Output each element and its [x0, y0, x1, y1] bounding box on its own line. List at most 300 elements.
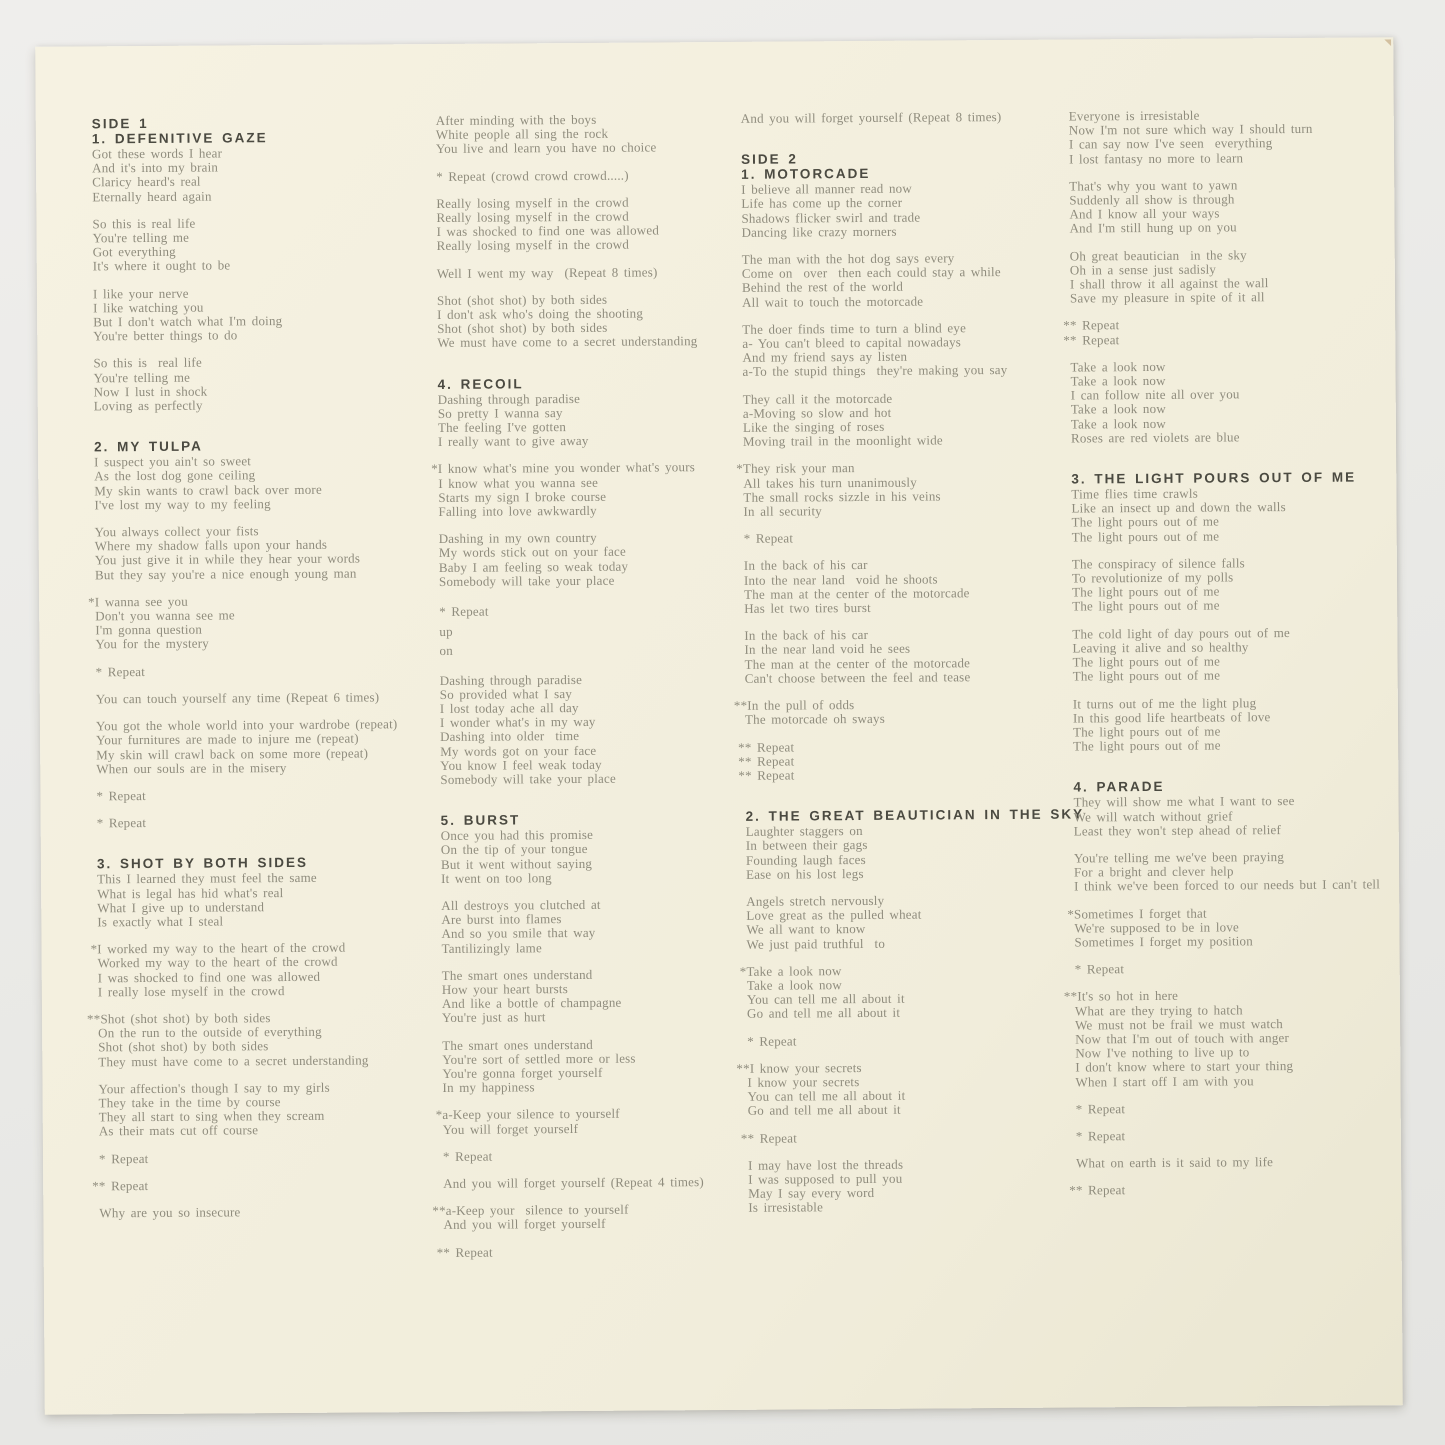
lyric-line: Ease on his lost legs	[745, 865, 864, 882]
lyric-line: Got everything	[92, 243, 176, 260]
lyric-line: Loving as perfectly	[93, 397, 203, 414]
lyric-line: But I don't watch what I'm doing	[93, 313, 283, 330]
song-heading-line: 1. DEFENITIVE GAZE	[91, 130, 268, 147]
lyric-line: ** Repeat	[738, 767, 795, 783]
stanza	[432, 1201, 748, 1233]
stanza	[1074, 849, 1419, 894]
lyric-line: I can follow nite all over you	[1070, 386, 1240, 403]
lyric-line: Has let two tires burst	[744, 600, 871, 616]
lyric-line: Really losing myself in the crowd	[436, 194, 629, 211]
stanza	[741, 181, 1071, 240]
lyric-line: As the lost dog gone ceiling	[94, 467, 256, 484]
song-heading	[1071, 469, 1416, 486]
lyric-line: ** Repeat	[92, 1177, 149, 1194]
lyric-line: Like the singing of roses	[742, 418, 885, 435]
lyric-line: What I give up to understand	[97, 898, 265, 916]
stanza	[441, 827, 746, 886]
song-heading-line: 2. THE GREAT BEAUTICIAN IN THE SKY	[745, 806, 1085, 824]
lyric-line: Take a look now	[1070, 372, 1166, 389]
lyric-line: Shot (shot shot) by both sides	[437, 320, 608, 337]
lyric-line: Laughter staggers on	[745, 823, 863, 839]
lyric-line: * Repeat	[1074, 961, 1125, 977]
lyric-line: I really want to give away	[437, 433, 589, 450]
lyric-line: **a-Keep your silence to yourself	[432, 1201, 629, 1219]
stanza	[441, 897, 746, 956]
lyric-line: What on earth is it said to my life	[1076, 1154, 1274, 1171]
lyric-line: It's where it ought to be	[92, 257, 231, 274]
paper-corner-nick	[1384, 39, 1391, 46]
lyric-line: You can tell me all about it	[747, 1087, 906, 1104]
song-heading-line: 1. MOTORCADE	[741, 166, 871, 183]
lyric-line: In my happiness	[442, 1079, 535, 1096]
lyric-line: You for the mystery	[95, 636, 210, 652]
lyric-line: The man at the center of the motorcade	[744, 654, 971, 672]
lyric-line: Why are you so insecure	[99, 1204, 241, 1221]
lyric-line: Sometimes I forget my position	[1074, 933, 1253, 950]
lyric-line: You can tell me all about it	[746, 990, 905, 1007]
lyric-line: Can't choose between the feel and tease	[744, 669, 971, 686]
lyric-line: * Repeat	[98, 1150, 149, 1166]
lyric-line: **Shot (shot shot) by both sides	[86, 1010, 271, 1027]
song-heading	[441, 811, 746, 828]
song-heading	[97, 854, 457, 872]
stanza	[739, 962, 1077, 1022]
stanza	[746, 892, 1076, 951]
lyric-line: They all start to sing when they scream	[98, 1107, 325, 1125]
lyric-line: The man at the center of the motorcade	[744, 585, 970, 602]
lyric-line: Least they won't step ahead of relief	[1073, 821, 1282, 839]
stanza	[437, 264, 742, 280]
lyric-line: * Repeat	[96, 787, 146, 804]
lyric-line: * Repeat	[439, 603, 489, 620]
lyric-line: In the near land void he sees	[744, 641, 911, 658]
song-heading	[1073, 777, 1418, 794]
stanza	[92, 215, 452, 274]
lyric-line: I can say now I've seen everything	[1068, 135, 1273, 152]
lyric-line: All destroys you clutched at	[441, 896, 601, 913]
song-heading-line: 4. PARADE	[1073, 779, 1165, 795]
stanza	[742, 320, 1072, 379]
lyric-line: In between their gags	[745, 837, 868, 854]
lyric-line: The doer finds time to turn a blind eye	[742, 320, 967, 337]
lyric-line: **I know your secrets	[736, 1059, 862, 1076]
lyric-line: As their mats cut off course	[98, 1122, 259, 1139]
lyric-line: You can touch yourself any time (Repeat 6 times)	[95, 689, 380, 707]
lyric-line: Like an insect up and down the walls	[1071, 499, 1286, 516]
stanza	[86, 1010, 458, 1069]
lyric-line: They call it the motorcade	[742, 390, 893, 407]
stanza	[439, 530, 744, 589]
lyric-sheet	[35, 37, 1403, 1414]
lyric-line: Leaving it alive and so healthy	[1072, 639, 1249, 656]
lyric-line: a-To the stupid things they're making you say	[742, 362, 1008, 380]
stanza	[96, 717, 456, 776]
lyric-line: You're telling me	[92, 229, 190, 246]
song-heading-line: 4. RECOIL	[437, 375, 524, 392]
stanza	[747, 1032, 1077, 1049]
lyric-line: We just paid truthful to	[746, 935, 886, 952]
stanza	[740, 1129, 1078, 1146]
lyric-line: On the tip of your tongue	[440, 841, 588, 858]
stanza	[1070, 358, 1416, 446]
song-heading-line: 5. BURST	[440, 812, 521, 829]
lyric-line: *Sometimes I forget that	[1067, 905, 1207, 922]
stanza	[1063, 987, 1421, 1090]
lyric-line: I shall throw it all against the wall	[1069, 275, 1269, 292]
lyric-line: The light pours out of me	[1072, 667, 1221, 684]
lyric-line: ** Repeat	[740, 1130, 798, 1146]
lyric-line: The light pours out of me	[1072, 583, 1220, 600]
lyric-line: What is legal has hid what's real	[97, 884, 284, 901]
lyric-line: In the back of his car	[744, 627, 869, 644]
lyric-line: And so you smile that way	[441, 925, 596, 942]
lyric-line: Where my shadow falls upon your hands	[94, 536, 328, 554]
stanza	[431, 459, 743, 520]
lyric-line: I'm gonna question	[95, 621, 203, 638]
lyric-line: I like watching you	[93, 299, 204, 316]
song-heading-line: 3. THE LIGHT POURS OUT OF ME	[1071, 469, 1357, 487]
lyric-line: Once you had this promise	[440, 827, 594, 844]
lyric-line: Now I've nothing to live up to	[1075, 1044, 1250, 1061]
stanza	[1072, 555, 1417, 614]
lyric-line: The smart ones understand	[442, 1036, 593, 1053]
lyric-line: Take a look now	[1070, 401, 1166, 417]
lyric-line: White people all sing the rock	[435, 125, 609, 143]
lyric-line: I wonder what's in my way	[439, 714, 596, 731]
lyric-line: So provided what I say	[439, 685, 573, 702]
lyric-line: You're sort of settled more or less	[442, 1050, 636, 1067]
lyric-line: I was shocked to find one was allowed	[97, 968, 321, 985]
lyric-line: I really lose myself in the crowd	[97, 982, 285, 1000]
lyric-line: Starts my sign I broke course	[438, 488, 607, 505]
stanza	[736, 1059, 1077, 1119]
lyric-line: ** Repeat	[738, 738, 795, 755]
lyric-line: In all security	[743, 503, 823, 519]
stanza	[736, 460, 1073, 519]
stanza	[438, 390, 743, 449]
lyric-line: Save my pleasure in spite of it all	[1069, 289, 1265, 306]
lyric-line: This I learned they must feel the same	[97, 870, 317, 887]
stanza	[1073, 695, 1418, 754]
lyric-line: I lost fantasy no more to learn	[1068, 149, 1244, 167]
lyric-line: So pretty I wanna say	[437, 404, 563, 421]
stanza	[92, 145, 452, 204]
lyric-line: ** Repeat	[1063, 331, 1120, 348]
lyric-line: You're better things to do	[93, 327, 238, 344]
lyric-line: The conspiracy of silence falls	[1071, 555, 1245, 572]
lyric-line: We will watch without grief	[1073, 807, 1233, 825]
lyric-line: I think we've been forced to our needs but I can't tell	[1074, 876, 1381, 894]
lyric-line: How your heart bursts	[441, 981, 568, 997]
stanza	[1076, 1100, 1421, 1117]
song-heading	[745, 806, 1085, 824]
lyric-line: Take a look now	[1070, 415, 1167, 432]
lyric-line: You will forget yourself	[442, 1120, 579, 1137]
lyric-line: I believe all manner read now	[741, 180, 912, 198]
lyric-line: I was shocked to find one was allowed	[436, 222, 660, 240]
lyric-line: Now that I'm out of touch with anger	[1075, 1029, 1290, 1047]
lyric-line: My skin will crawl back on some more (repeat)	[96, 744, 369, 762]
lyric-line: Don't you wanna see me	[95, 607, 235, 624]
stanza	[442, 1036, 747, 1095]
lyric-line: Time flies time crawls	[1071, 485, 1198, 502]
lyric-line: * Repeat	[96, 815, 147, 831]
lyric-line: The smart ones understand	[441, 966, 593, 983]
lyric-line: ** Repeat	[1069, 1182, 1126, 1198]
lyric-line: **In the pull of odds	[733, 697, 855, 713]
stanza	[435, 1106, 748, 1137]
lyric-line: And my friend says ay listen	[742, 348, 908, 366]
lyric-line: Go and tell me all about it	[746, 1005, 901, 1022]
lyric-line: Suddenly all show is through	[1069, 191, 1235, 208]
lyric-line: *I worked my way to the heart of the crowd	[90, 939, 346, 957]
lyric-line: *They risk your man	[736, 460, 855, 477]
lyric-line: Everyone is irresistable	[1068, 107, 1200, 124]
song-heading-line: 3. SHOT BY BOTH SIDES	[96, 855, 309, 872]
lyric-line: My words stick out on your face	[438, 544, 627, 561]
stanza	[94, 453, 454, 512]
lyric-line: Somebody will take your place	[438, 572, 615, 589]
lyric-line: Go and tell me all about it	[747, 1102, 901, 1119]
lyric-line: May I say every word	[748, 1185, 875, 1201]
lyric-line: My skin wants to crawl back over more	[94, 481, 322, 499]
stanza	[1071, 485, 1416, 544]
lyric-line: Take a look now	[746, 977, 842, 993]
stanza	[746, 823, 1076, 882]
stanza	[439, 600, 744, 661]
stanza	[1069, 1181, 1421, 1198]
lyric-line: Really losing myself in the crowd	[436, 208, 629, 225]
lyric-line: Now I'm not sure which way I should turn	[1068, 121, 1313, 138]
lyric-line: You got the whole world into your wardrobe (repeat)	[95, 716, 398, 734]
lyric-line: ** Repeat	[436, 1244, 493, 1260]
lyric-line: You're gonna forget yourself	[442, 1064, 603, 1081]
lyric-line: ** Repeat	[1063, 317, 1120, 334]
lyric-line: After minding with the boys	[435, 111, 597, 128]
lyric-line: We must not be frail we must watch	[1075, 1015, 1284, 1033]
lyric-line: And you will forget yourself	[443, 1216, 606, 1233]
lyric-line: I don't know where to start your thing	[1075, 1058, 1294, 1075]
lyric-line: They will show me what I want to see	[1073, 793, 1295, 810]
lyric-line: And it's into my brain	[92, 159, 219, 176]
lyric-line: Are burst into flames	[441, 911, 562, 928]
lyric-line: Founding laugh faces	[745, 851, 866, 868]
lyric-line: So this is real life	[93, 355, 202, 371]
lyric-line: They must have come to a secret understanding	[98, 1052, 369, 1069]
lyric-line: Into the near land void he shoots	[743, 571, 938, 588]
lyric-line: You know I feel weak today	[440, 756, 602, 773]
lyric-line: The light pours out of me	[1072, 723, 1221, 740]
lyric-line: We're supposed to be in love	[1074, 919, 1240, 936]
lyric-line: So this is real life	[92, 215, 196, 232]
lyric-line: Shot (shot shot) by both sides	[436, 291, 608, 308]
lyrics-column-1	[86, 114, 460, 1234]
song-heading	[438, 374, 743, 391]
lyric-line: You're telling me we've been praying	[1073, 848, 1285, 866]
lyric-line: The light pours out of me	[1072, 653, 1221, 670]
stanza	[96, 787, 456, 804]
song-heading-line: SIDE 2	[740, 151, 798, 168]
lyric-line: I lost today ache all day	[439, 699, 579, 716]
stanza	[436, 167, 741, 183]
lyric-line: And I'm still hung up on you	[1069, 219, 1237, 236]
lyric-line: * Repeat	[1075, 1128, 1126, 1144]
lyric-line: Angels stretch nervously	[746, 892, 885, 909]
lyric-line: Now I lust in shock	[93, 383, 208, 400]
stanza	[742, 251, 1072, 310]
lyric-line: Dashing in my own country	[438, 530, 597, 547]
lyric-line: And you will forget yourself (Repeat 4 times)	[443, 1174, 704, 1191]
lyric-line: Eternally heard again	[92, 188, 212, 204]
lyric-line: What are they trying to hatch	[1074, 1001, 1243, 1019]
lyric-line: Baby I am feeling so weak today	[438, 558, 629, 575]
lyric-line: It went on too long	[441, 869, 552, 886]
lyric-line: All wait to touch the motorcade	[741, 293, 924, 310]
stanza	[437, 292, 742, 351]
lyric-line: Life has come up the corner	[741, 195, 903, 212]
lyric-line: But they say you're a nice enough young man	[94, 565, 357, 583]
stanza	[97, 870, 457, 929]
stanza	[744, 627, 1074, 686]
lyric-line: Got these words I hear	[91, 145, 223, 162]
lyric-line: * Repeat	[1075, 1100, 1126, 1117]
lyric-line: You always collect your fists	[94, 523, 259, 540]
song-heading	[741, 150, 1071, 182]
lyric-line: I may have lost the threads	[748, 1156, 904, 1173]
lyric-line: *Take a look now	[739, 962, 842, 979]
lyric-line: I know your secrets	[747, 1073, 860, 1090]
song-heading	[94, 437, 454, 455]
lyric-line: Moving trail in the moonlight wide	[742, 432, 943, 450]
lyric-line: I suspect you ain't so sweet	[94, 453, 252, 470]
lyric-line: I like your nerve	[92, 285, 189, 301]
stanza	[98, 1080, 458, 1139]
stanza	[96, 690, 456, 707]
stanza	[442, 967, 747, 1026]
lyric-line: The feeling I've gotten	[437, 419, 567, 436]
lyric-line: The light pours out of me	[1071, 528, 1220, 545]
lyric-line: Dashing through paradise	[439, 671, 583, 688]
lyric-line: Oh in a sense just sadisly	[1069, 261, 1217, 278]
lyric-line: It turns out of me the light plug	[1072, 694, 1257, 712]
lyric-line: You're telling me	[93, 369, 191, 385]
stanza	[1072, 625, 1417, 684]
lyric-line: ** Repeat	[738, 753, 795, 769]
lyric-line: Dancing like crazy morners	[741, 223, 897, 240]
lyric-line: a-Moving so slow and hot	[742, 404, 892, 421]
lyrics-column-2	[431, 111, 749, 1273]
lyric-line: When our souls are in the misery	[96, 759, 287, 777]
stanza	[90, 939, 457, 1000]
lyric-line: To revolutionize of my polls	[1071, 569, 1234, 586]
stanza	[97, 814, 457, 831]
stanza	[1073, 793, 1418, 838]
lyric-line: Is exactly what I steal	[97, 913, 224, 930]
lyric-line: Falling into love awkwardly	[438, 502, 597, 520]
stanza	[1070, 247, 1415, 306]
lyric-line: **It's so hot in here	[1063, 988, 1179, 1004]
lyric-line: I know what you wanna see	[438, 474, 599, 491]
lyric-line: You're just as hurt	[441, 1009, 546, 1026]
stanza	[93, 284, 453, 343]
lyrics-column-4	[1063, 107, 1422, 1211]
lyric-line: Roses are red violets are blue	[1070, 429, 1240, 446]
lyric-line: We must have come to a secret understanding	[437, 333, 698, 351]
lyric-line: You live and learn you have no choice	[435, 139, 657, 157]
stanza	[744, 557, 1074, 616]
lyric-line: on	[439, 642, 453, 659]
lyric-line: Dashing into older time	[440, 728, 580, 745]
stanza	[1069, 107, 1414, 166]
lyric-line: I was supposed to pull you	[748, 1170, 903, 1187]
lyric-line: Is irresistable	[748, 1199, 824, 1216]
stanza	[741, 110, 1071, 127]
lyric-line: Love great as the pulled wheat	[746, 906, 922, 923]
lyric-line: Worked my way to the heart of the crowd	[97, 953, 338, 971]
lyric-line: Really losing myself in the crowd	[436, 237, 630, 254]
lyric-line: That's why you want to yawn	[1069, 177, 1238, 194]
lyric-line: You just give it in while they hear your words	[94, 550, 361, 568]
stanza	[99, 1204, 459, 1221]
song-heading	[92, 114, 452, 147]
stanza	[440, 671, 746, 787]
lyric-line: All takes his turn unanimously	[743, 474, 917, 491]
stanza	[99, 1149, 459, 1166]
lyric-line: The small rocks sizzle in his veins	[743, 488, 941, 505]
stanza	[744, 530, 1074, 547]
song-heading-line: SIDE 1	[91, 115, 149, 132]
lyric-line: My words got on your face	[440, 742, 597, 759]
lyric-line: In the back of his car	[743, 557, 868, 574]
lyric-line: And I know all your ways	[1069, 205, 1220, 222]
lyric-line: I don't ask who's doing the shooting	[437, 305, 644, 322]
lyric-line: They take in the time by course	[98, 1094, 281, 1111]
lyric-line: * Repeat (crowd crowd crowd.....)	[436, 167, 629, 184]
lyric-line: For a bright and clever help	[1073, 863, 1234, 880]
lyric-line: *I know what's mine you wonder what's yours	[431, 459, 696, 477]
lyric-line: The light pours out of me	[1072, 597, 1220, 615]
stanza	[88, 593, 455, 652]
stanza	[436, 1243, 749, 1260]
stanza	[748, 1156, 1078, 1215]
stanza	[1075, 960, 1420, 977]
lyric-line: a- You can't bleed to capital nowadays	[742, 334, 962, 351]
lyric-line: * Repeat	[747, 1033, 797, 1049]
stanza	[443, 1148, 748, 1164]
lyric-line: But it went without saying	[440, 855, 593, 872]
lyric-line: Claricy heard's real	[92, 174, 201, 190]
lyric-line: On the run to the outside of everything	[98, 1023, 322, 1041]
lyric-line: Come on over then each could stay a while	[741, 264, 1001, 282]
lyric-line: And you will forget yourself (Repeat 8 times)	[740, 109, 1002, 126]
lyrics-column-3	[733, 109, 1085, 1229]
lyric-line: *I wanna see you	[88, 593, 188, 610]
lyric-line: And like a bottle of champagne	[441, 994, 622, 1012]
stanza	[436, 112, 741, 157]
lyric-line: *a-Keep your silence to yourself	[435, 1106, 620, 1123]
lyric-line: * Repeat	[743, 530, 794, 547]
stanza	[738, 738, 1075, 783]
lyric-line: The cold light of day pours out of me	[1072, 624, 1291, 642]
stanza	[443, 1175, 748, 1191]
lyric-line: Your affection's though I say to my girls	[98, 1079, 330, 1097]
lyric-line: Oh great beautician in the sky	[1069, 246, 1247, 264]
stanza	[1069, 177, 1414, 236]
lyric-line: Dashing through paradise	[437, 390, 581, 407]
song-heading-line: 2. MY TULPA	[93, 438, 203, 455]
lyric-line: Shadows flicker swirl and trade	[741, 209, 921, 226]
lyric-line: The light pours out of me	[1071, 513, 1220, 531]
